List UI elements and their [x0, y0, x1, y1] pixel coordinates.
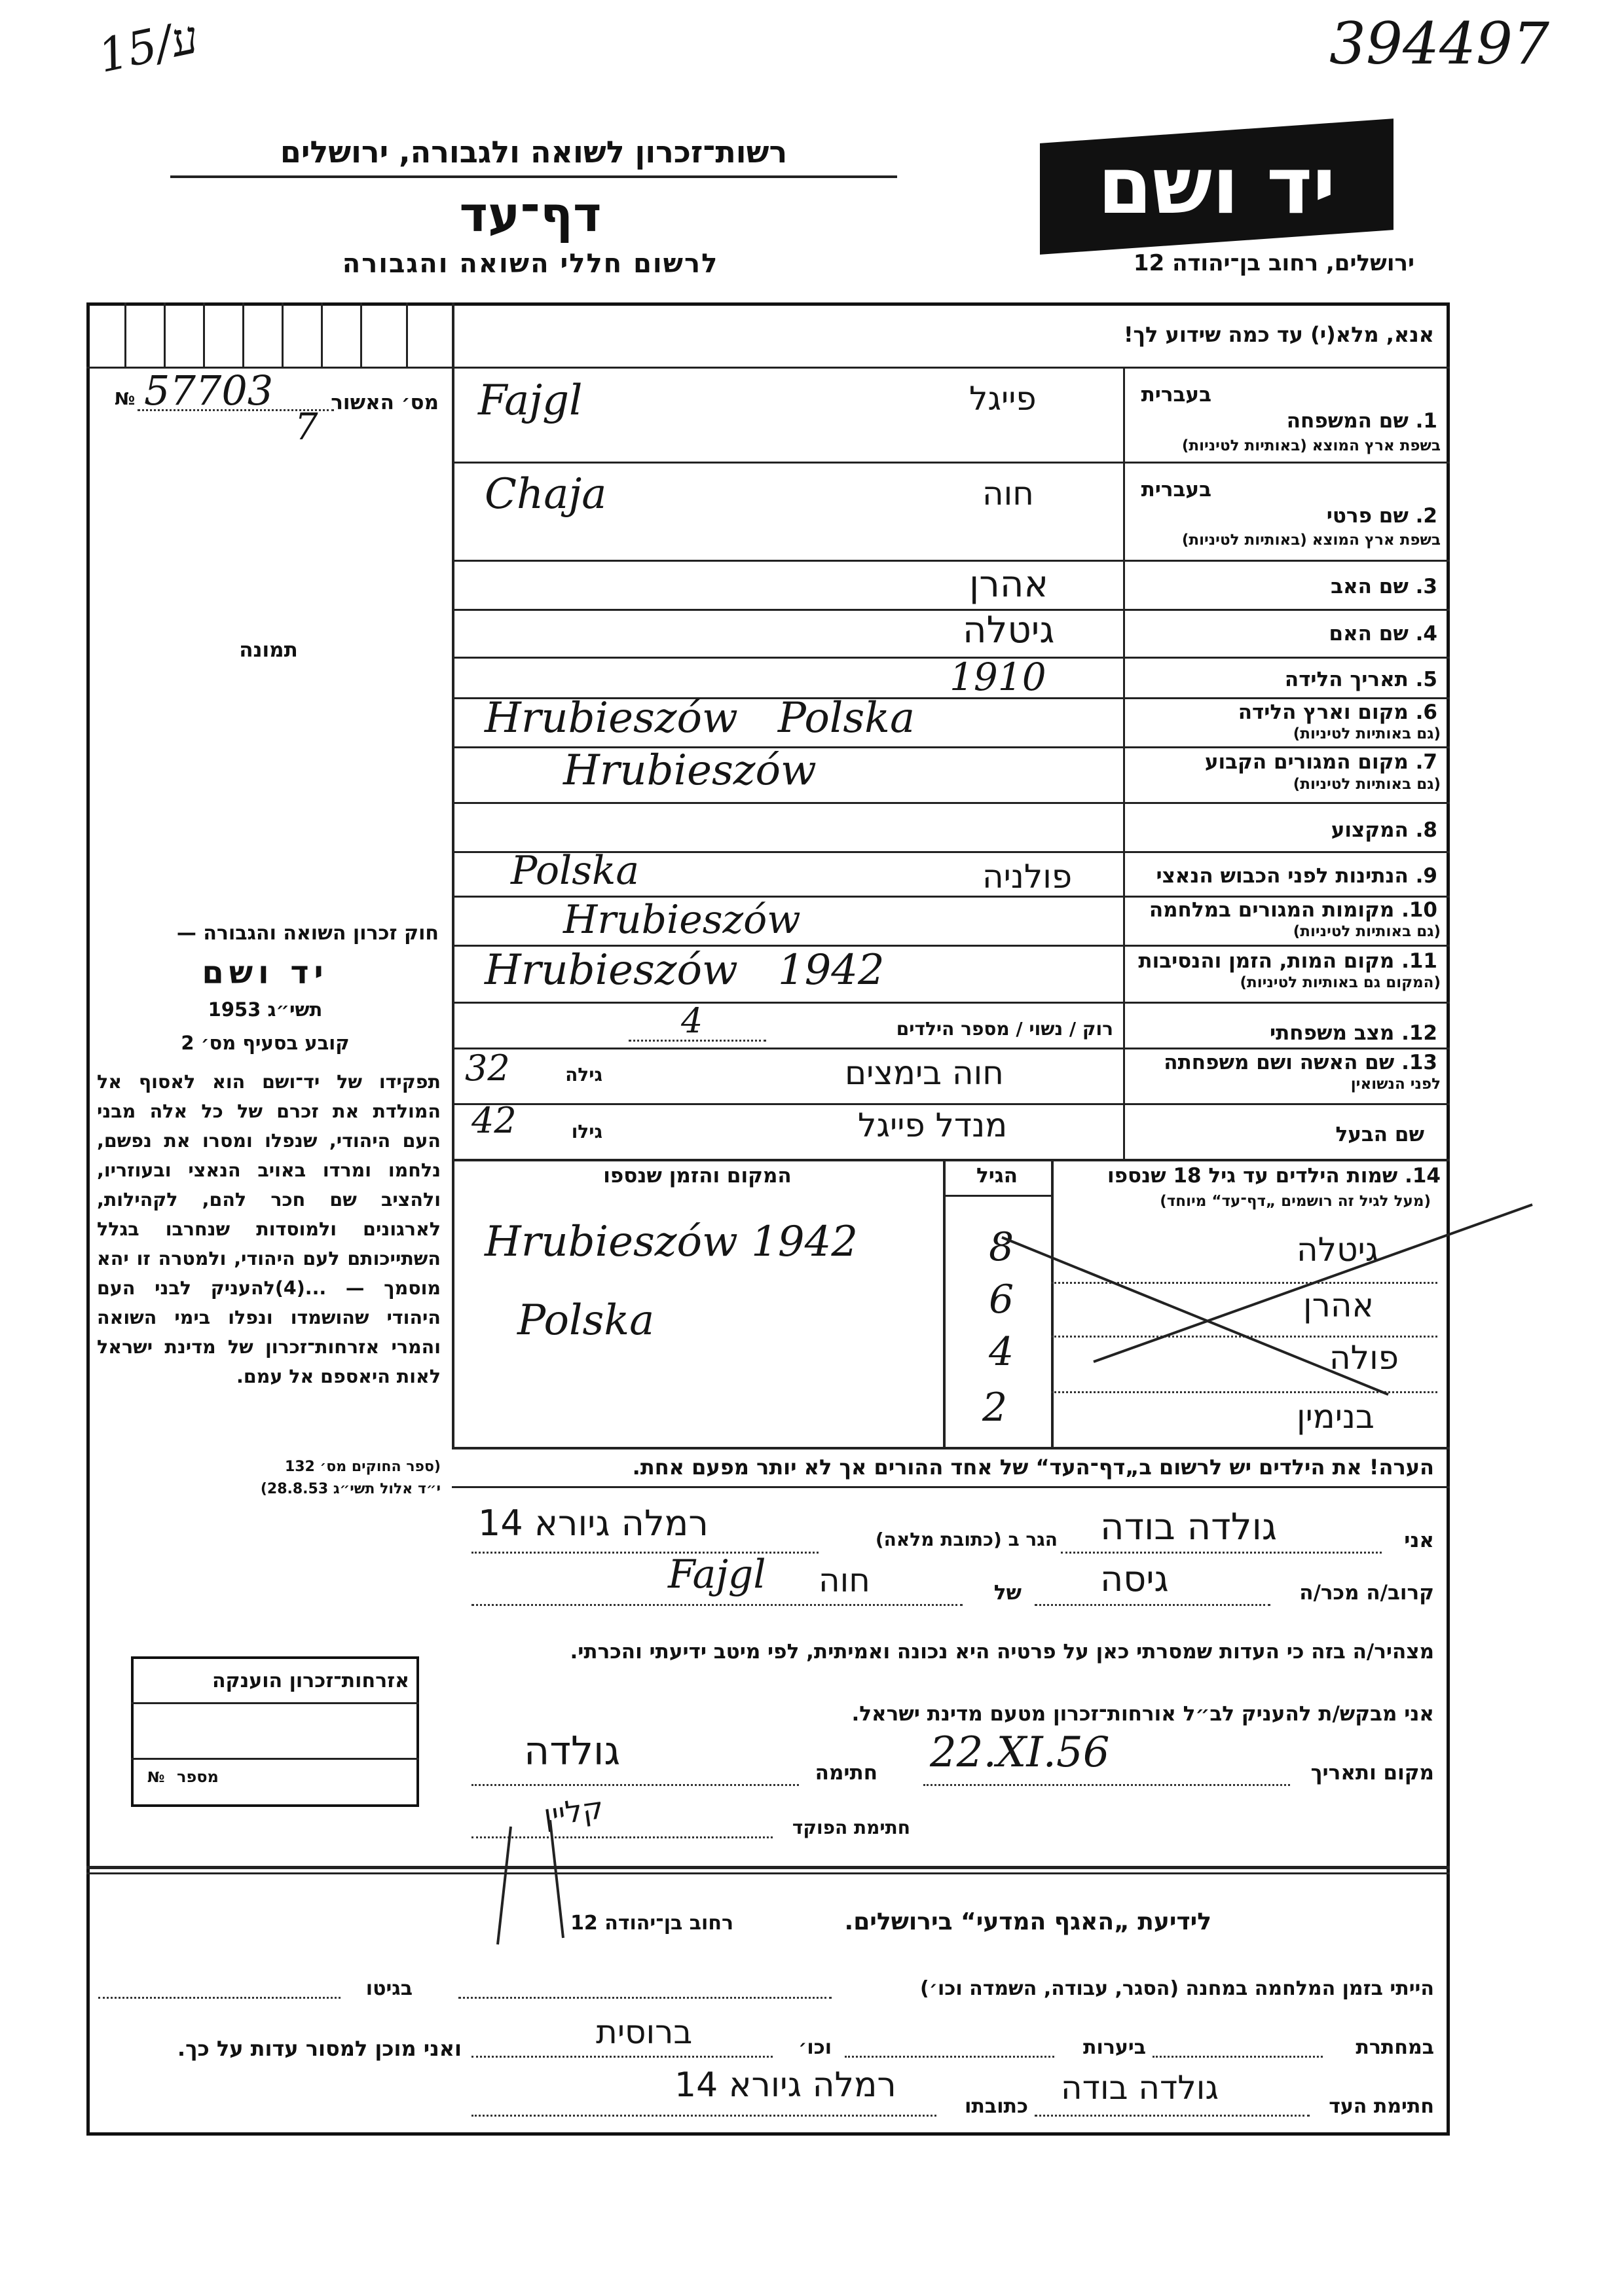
left-column-border: [452, 302, 454, 1448]
note-line: [452, 1486, 1450, 1488]
field-12-label: [1133, 1021, 1437, 1045]
declarant-address: רמלה גיורא 14: [478, 1503, 709, 1544]
field-11-num: 11.: [1401, 949, 1437, 973]
field-11-label: [1133, 949, 1437, 973]
bottom-title: לידיעת „האגף המדעי“ בירושלים.: [844, 1908, 1211, 1935]
child-1-place: Hrubieszów 1942: [485, 1218, 858, 1266]
field-13-sub: לפני הנשואין: [1350, 1076, 1441, 1093]
underground-line: [1153, 2056, 1323, 2058]
citizenship-title: אזרחות־זכרון הוענקה: [212, 1669, 409, 1692]
declarant-address-line: [471, 1552, 819, 1554]
field-9-latin: Polska: [511, 848, 640, 894]
child-1-age: 8: [989, 1224, 1014, 1270]
field-7-sub: (גם באותיות לטיניות): [1293, 776, 1441, 793]
field-6-name: מקום וארץ הלידה: [1238, 701, 1409, 724]
field-12-num: 12.: [1401, 1021, 1437, 1045]
children-title: שמות הילדים עד גיל 18 שנספו: [1107, 1164, 1398, 1188]
field-9-label: [1133, 864, 1437, 888]
children-place-header: המקום והזמן שנספו: [603, 1164, 792, 1188]
field-5-num: 5.: [1415, 668, 1437, 691]
box-divider: [321, 302, 323, 367]
witness-line: [1035, 2115, 1310, 2117]
field-9-num: 9.: [1415, 864, 1437, 888]
bottom-etc: וכו׳: [798, 2036, 832, 2059]
field-13-age-label: גילה: [565, 1064, 602, 1085]
forests-line: [845, 2056, 1054, 2058]
citizenship-number-line: [131, 1758, 419, 1760]
field-5-name: תאריך הלידה: [1284, 668, 1409, 691]
field-6-num: 6.: [1415, 701, 1437, 724]
witness-address: רמלה גיורא 14: [674, 2066, 896, 2105]
form-purpose: לרשום חללי השואה והגבורה: [342, 249, 719, 279]
field-12-children-count: 4: [681, 1002, 703, 1041]
field-10-sub: (גם באותיות לטיניות): [1293, 923, 1441, 940]
hebrew-label-2: בעברית: [1141, 478, 1211, 501]
field-2-label: [1133, 504, 1437, 528]
field-4-name: שם האם: [1329, 622, 1409, 646]
child-3-name: פולה: [1329, 1339, 1399, 1377]
field-8-name: המקצוע: [1331, 818, 1409, 842]
field-2-num: 2.: [1415, 504, 1437, 528]
field-3-value: אהרן: [969, 563, 1048, 606]
bottom-separator: [86, 1866, 1450, 1869]
box-divider: [203, 302, 205, 367]
declaration-2: אני מבקש/ת להעניק לב״ל אורחות־זכרון מטעם מדינת ישראל.: [851, 1702, 1434, 1726]
witness-address-line: [471, 2115, 936, 2117]
row-line: [452, 1048, 1450, 1049]
instruction-text: אנא, מלא(י) עד כמה שידוע לך!: [1123, 322, 1434, 347]
field-11-sub: (המקום גם באותיות לטיניות): [1240, 974, 1441, 991]
field-6-value: Hrubieszów Polska: [485, 694, 915, 742]
law-clause: קובע בסעיף מס׳ 2: [181, 1032, 350, 1054]
field-6-label: [1133, 701, 1437, 724]
citizenship-number-label: מספר: [177, 1768, 219, 1786]
bottom-etc-value: ברוסית: [596, 2013, 693, 2051]
declaration-1: מצהיר/ה בזה כי העדות שמסרתי כאן על פרטיה היא נכונה ואמיתית, לפי מיטב ידיעתי והכרתי.: [570, 1640, 1434, 1664]
etc-line: [471, 2056, 773, 2058]
approval-number: 57703: [144, 367, 274, 414]
box-divider: [406, 302, 408, 367]
yad-vashem-logo-text: יד ושם: [1098, 141, 1336, 232]
citizenship-title-line: [131, 1702, 419, 1704]
field-7-value: Hrubieszów: [563, 746, 817, 795]
declarant-name: גולדה בודה: [1100, 1506, 1277, 1548]
signature-label: חתימה: [815, 1761, 877, 1785]
field-13-age: 32: [465, 1048, 510, 1089]
date-value: 22.XI.56: [930, 1728, 1110, 1777]
field-13-num: 13.: [1401, 1051, 1437, 1074]
children-bottom-line: [452, 1447, 1450, 1449]
child-4-name: בנימין: [1297, 1398, 1375, 1436]
field-1-latin: Fajgl: [478, 376, 583, 425]
field-4-num: 4.: [1415, 622, 1437, 646]
field-6-sub: (גם באותיות לטיניות): [1293, 725, 1441, 742]
field-9-name: הנתינות לפני הכבוש הנאצי: [1156, 864, 1409, 888]
official-signature: קליין: [541, 1789, 606, 1834]
camp-line: [458, 1997, 832, 1999]
law-ref-2: י״ד אלול תשי״ג 28.8.53): [260, 1481, 441, 1497]
bottom-address: רחוב בן־יהודה 12: [570, 1912, 733, 1935]
field-4-value: גיטלה: [963, 609, 1055, 651]
field-1-name: שם המשפחה: [1286, 409, 1409, 433]
law-ref-1: (ספר החוקים מס׳ 132: [284, 1459, 441, 1475]
declarant-resides-label: הגר ב (כתובת מלאה): [875, 1529, 1058, 1550]
children-sub: (מעל לגיל זה רושמים „דף־עד“ מיוחד): [1160, 1193, 1431, 1210]
field-12-options: רוק / נשוי / מספר הילדים: [896, 1018, 1113, 1040]
institution-underline: [170, 175, 897, 178]
of-line: [471, 1604, 963, 1606]
witness-name: גולדה בודה: [1061, 2069, 1219, 2107]
corner-mark-right: 394497: [1329, 10, 1549, 77]
field-7-name: מקום המגורים הקבוע: [1204, 750, 1409, 774]
field-2-sub: בשפת ארץ המוצא (באותיות לטיניות): [1181, 532, 1441, 549]
row-line: [452, 1002, 1450, 1004]
approval-label: מס׳ האשור: [331, 391, 439, 414]
field-1-sub: בשפת ארץ המוצא (באותיות לטיניות): [1181, 437, 1441, 454]
law-year: תשי״ג 1953: [208, 998, 323, 1021]
field-8-label: [1133, 818, 1437, 842]
bottom-forests: ביערות: [1083, 2036, 1146, 2059]
child-1-name: גיטלה: [1297, 1231, 1379, 1269]
field-1-num: 1.: [1415, 409, 1437, 433]
field-4-label: [1133, 622, 1437, 646]
header-address: ירושלים, רחוב בן־יהודה 12: [1133, 250, 1414, 276]
label-column-border: [1123, 367, 1125, 1159]
row-line: [452, 802, 1450, 804]
row-line: [452, 367, 1450, 369]
field-10-name: מקומות המגורים במלחמה: [1149, 898, 1395, 922]
field-3-label: [1133, 575, 1437, 598]
field-2-hebrew: חוה: [982, 475, 1034, 513]
husband-label: שם הבעל: [1335, 1123, 1424, 1146]
husband-age: 42: [471, 1100, 517, 1141]
field-2-name: שם פרטי: [1326, 504, 1409, 528]
ghetto-line: [98, 1997, 341, 1999]
field-5-label: [1133, 668, 1437, 691]
box-divider: [164, 302, 166, 367]
box-divider: [242, 302, 244, 367]
signature-line: [471, 1784, 799, 1786]
bottom-ready: ואני מוכן למסור עדות על כך.: [177, 2036, 462, 2061]
children-header-line: [943, 1195, 1051, 1197]
of-name: חוה: [819, 1561, 870, 1599]
field-1-label: [1133, 409, 1437, 433]
witness-address-label: כתובתו: [965, 2095, 1028, 2118]
approval-dotted-line: [138, 409, 334, 411]
photo-label: תמונה: [239, 638, 298, 662]
law-text: תפקידו של יד־ושם הוא לאסוף אל המולדת את זכרם של כל אלה מבני העם היהודי, שנפלו ומסרו את נפשם, נלחמו ומרדו באויב הנאצי ובעוזריו, ולהציב שם חכר להם, לקהילות, לארגונים ולמוסדות שנחרבו בגלל השתייכותם לעם היהודי, ולמטרה זו יהא מוסמך — ...(4)להעניק לבני העם היהודי שהושמדו ונפלו בימי השואה והמרי אזרחות־זכרון של מדינת ישראל לאות היאספם אל עמם.: [97, 1071, 441, 1387]
bottom-separator-2: [86, 1872, 1450, 1874]
field-11-value: Hrubieszów 1942: [485, 946, 885, 994]
of-latin: Fajgl: [668, 1552, 766, 1597]
field-7-num: 7.: [1415, 750, 1437, 774]
field-8-num: 8.: [1415, 818, 1437, 842]
law-title: חוק זכרון השואה והגבורה —: [176, 922, 439, 945]
field-11-name: מקום המות, הזמן והנסיבות: [1138, 949, 1395, 973]
field-12-name: מצב משפחתי: [1269, 1021, 1395, 1045]
box-divider: [360, 302, 362, 367]
children-age-col-left: [943, 1159, 946, 1447]
children-crossout: [982, 1198, 1539, 1414]
row-line: [452, 609, 1450, 611]
approval-no-sign: №: [115, 390, 136, 409]
witness-label: חתימת העד: [1329, 2095, 1434, 2118]
husband-age-label: גילו: [571, 1121, 602, 1142]
child-3-age: 4: [989, 1329, 1014, 1375]
relation-line: [1035, 1604, 1270, 1606]
field-13-value: חוה בימצים: [845, 1054, 1004, 1092]
field-13-label: [1133, 1051, 1437, 1074]
official-signature-label: חתימת הפוקד: [792, 1817, 910, 1838]
child-2-place: Polska: [517, 1296, 655, 1345]
field-10-num: 10.: [1401, 898, 1437, 922]
row-line: [452, 1103, 1450, 1105]
children-age-header: הגיל: [976, 1164, 1018, 1188]
bottom-ghetto: בגיטו: [365, 1977, 413, 2000]
approval-number-suffix: 7: [295, 406, 318, 448]
citizenship-number-sign: №: [147, 1770, 165, 1786]
child-2-name: אהרן: [1303, 1286, 1374, 1324]
row-line: [452, 462, 1450, 464]
row-line: [452, 560, 1450, 562]
bottom-underground: במחתרת: [1356, 2036, 1434, 2059]
field-3-name: שם האב: [1331, 575, 1409, 598]
institution-title: רשות־זכרון לשואה ולגבורה, ירושלים: [280, 134, 788, 170]
children-num: 14.: [1405, 1164, 1441, 1188]
field-2-latin: Chaja: [485, 470, 607, 519]
bottom-line1: הייתי בזמן המלחמה במחנה (הסגר, עבודה, השמדה וכו׳): [920, 1977, 1434, 2000]
field-3-num: 3.: [1415, 575, 1437, 598]
field-9-hebrew: פולניה: [982, 858, 1073, 896]
law-name: יד ושם: [202, 955, 329, 991]
children-label: [1058, 1164, 1441, 1188]
form-title: דף־עד: [459, 187, 602, 243]
place-date-label: מקום ותאריך: [1310, 1761, 1434, 1785]
child-4-age: 2: [982, 1385, 1008, 1430]
child-2-age: 6: [989, 1277, 1014, 1322]
relative-label: קרוב/ה מכר/ה: [1299, 1581, 1434, 1605]
field-13-name: שם האשה ושם משפחתה: [1164, 1051, 1395, 1074]
of-label: של: [993, 1581, 1022, 1605]
box-divider: [282, 302, 284, 367]
note-text: הערה! את הילדים יש לרשום ב„דף־העד“ של אחד ההורים אך לא יותר מפעם אחת.: [632, 1455, 1434, 1480]
place-date-line: [923, 1784, 1290, 1786]
field-10-value: Hrubieszów: [563, 897, 801, 943]
field-7-label: [1133, 750, 1437, 774]
signature-value: גולדה: [524, 1728, 621, 1774]
row-line: [452, 1159, 1450, 1161]
box-divider: [124, 302, 126, 367]
declarant-ani: אני: [1404, 1529, 1434, 1552]
relation-value: גיסה: [1100, 1558, 1169, 1599]
field-10-label: [1133, 898, 1437, 922]
hebrew-label-1: בעברית: [1141, 383, 1211, 407]
field-5-value: 1910: [950, 655, 1046, 699]
husband-value: מנדל פייגל: [858, 1106, 1008, 1144]
corner-mark-left: 15/ע: [94, 10, 203, 83]
declarant-name-line: [1061, 1552, 1382, 1554]
field-1-hebrew: פייגל: [969, 380, 1037, 418]
